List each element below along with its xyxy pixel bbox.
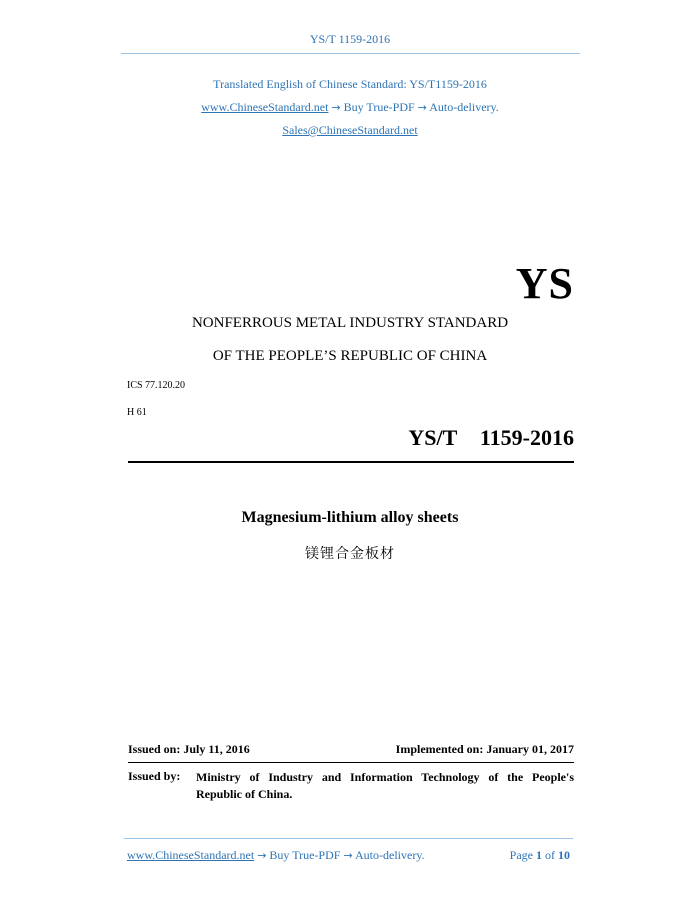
arrow-right-icon: → (331, 101, 341, 114)
arrow-right-icon: → (417, 101, 427, 114)
page-label: Page (509, 848, 533, 862)
dates-rule (128, 762, 574, 763)
ccs-code: H 61 (127, 407, 147, 418)
page-of: of (545, 848, 555, 862)
ics-code: ICS 77.120.20 (127, 380, 186, 391)
title-english: Magnesium-lithium alloy sheets (241, 509, 459, 526)
running-header: YS/T 1159-2016 (309, 32, 391, 46)
issued-on: Issued on: July 11, 2016 (128, 742, 250, 756)
page-current: 1 (536, 848, 542, 862)
standard-mark: YS (515, 259, 574, 308)
arrow-right-icon: → (257, 849, 267, 862)
page-indicator (510, 848, 570, 863)
footer-delivery-text: Auto-delivery. (355, 848, 425, 862)
page-total: 10 (558, 848, 570, 862)
title-chinese: 镁锂合金板材 (305, 546, 395, 562)
arrow-right-icon: → (343, 849, 353, 862)
org-line-1: NONFERROUS METAL INDUSTRY STANDARD (191, 315, 509, 331)
delivery-text: Auto-delivery. (429, 100, 499, 114)
header-divider (121, 53, 580, 54)
purchase-line (0, 100, 700, 115)
standard-number: YS/T 1159-2016 (408, 425, 574, 450)
footer-purchase-line (127, 848, 425, 863)
implemented-on: Implemented on: January 01, 2017 (395, 742, 574, 756)
buy-text: Buy True-PDF (343, 100, 415, 114)
org-line-2: OF THE PEOPLE’S REPUBLIC OF CHINA (212, 348, 488, 364)
issued-by-text: Ministry of Industry and Information Technology of the People's Republic of China. (196, 770, 574, 801)
footer-site-link[interactable]: www.ChineseStandard.net (127, 848, 255, 862)
email-link[interactable]: Sales@ChineseStandard.net (282, 123, 418, 137)
translation-notice: Translated English of Chinese Standard: YS/T1159-2016 (213, 77, 487, 91)
title-rule (128, 461, 574, 463)
footer-buy-text: Buy True-PDF (269, 848, 341, 862)
email-line (0, 123, 700, 138)
issued-by-label: Issued by: (128, 769, 181, 783)
site-link[interactable]: www.ChineseStandard.net (201, 100, 329, 114)
footer-divider (124, 838, 573, 839)
